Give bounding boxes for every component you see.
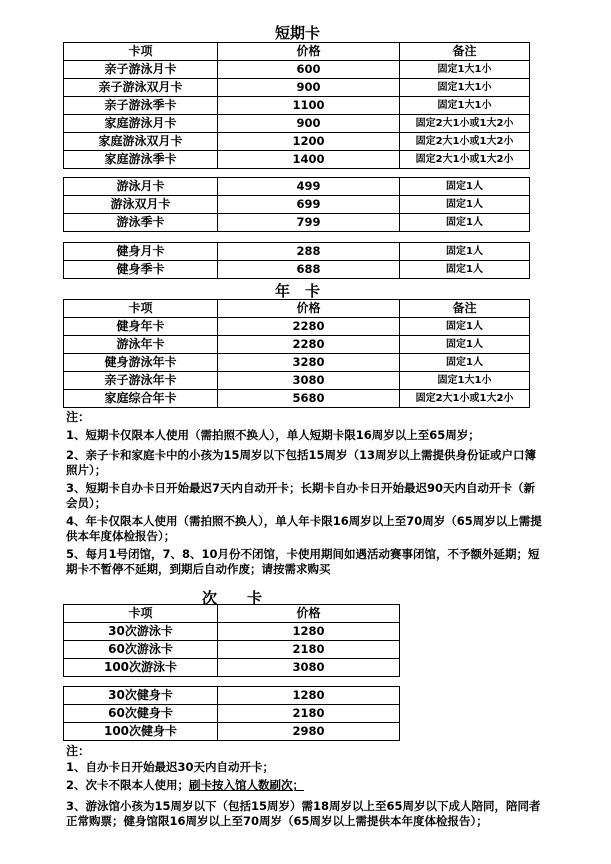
annual-title: 年 卡: [274, 282, 320, 300]
notes2-label: 注：: [66, 744, 91, 758]
cell-price: 3280: [218, 354, 400, 372]
table-row: [64, 318, 530, 336]
cell-price: 1100: [218, 97, 400, 115]
table-row: [64, 372, 530, 390]
table-row: [64, 705, 400, 723]
cell-item: 游泳季卡: [64, 214, 218, 232]
cell-item: 健身季卡: [64, 261, 218, 279]
cell-price: 1280: [218, 687, 400, 705]
cell-remark: 固定2大1小或1大2小: [400, 115, 530, 133]
table-row: [64, 641, 400, 659]
cell-item: 60次健身卡: [64, 705, 218, 723]
cell-remark: 固定1人: [400, 214, 530, 232]
cell-price: 3080: [218, 659, 400, 677]
table-row: [64, 390, 530, 408]
cell-remark: 固定1人: [400, 336, 530, 354]
cell-item: 30次健身卡: [64, 687, 218, 705]
header-price: 价格: [218, 605, 400, 623]
cell-item: 60次游泳卡: [64, 641, 218, 659]
cell-item: 家庭游泳月卡: [64, 115, 218, 133]
notes1-item-4: 4、年卡仅限本人使用（需拍照不换人），单人年卡限16周岁以上至70周岁（65周岁以上需提供本年度体检报告）；: [66, 514, 542, 543]
cell-item: 家庭综合年卡: [64, 390, 218, 408]
table-header-row: [64, 43, 530, 61]
table-row: [64, 261, 530, 279]
table-row: [64, 133, 530, 151]
cell-price: 2280: [218, 336, 400, 354]
header-item: 卡项: [64, 605, 218, 623]
cell-price: 900: [218, 79, 400, 97]
notes2-item-2: [66, 778, 544, 793]
short-term-title: 短期卡: [274, 24, 320, 42]
notes1-item-3: 3、短期卡自办卡日开始最迟7天内自动开卡；长期卡自办卡日开始最迟90天内自动开卡（新会员）；: [66, 481, 536, 510]
table-row: [64, 115, 530, 133]
cell-remark: 固定1人: [400, 196, 530, 214]
cell-price: 1200: [218, 133, 400, 151]
cell-item: 亲子游泳季卡: [64, 97, 218, 115]
short-term-table-swim: [63, 177, 530, 232]
cell-price: 2180: [218, 641, 400, 659]
cell-item: 亲子游泳双月卡: [64, 79, 218, 97]
times-table-swim: [63, 604, 400, 677]
table-row: [64, 354, 530, 372]
cell-remark: 固定1大1小: [400, 97, 530, 115]
cell-item: 亲子游泳年卡: [64, 372, 218, 390]
cell-remark: 固定1大1小: [400, 61, 530, 79]
cell-remark: 固定1人: [400, 243, 530, 261]
table-header-row: [64, 300, 530, 318]
cell-remark: 固定1人: [400, 318, 530, 336]
cell-remark: 固定2大1小或1大2小: [400, 133, 530, 151]
short-term-table-fitness: [63, 242, 530, 279]
notes2-item-2-underlined: 刷卡按入馆人数刷次；: [189, 778, 305, 792]
table-header-row: [64, 605, 400, 623]
header-remark: 备注: [400, 300, 530, 318]
cell-price: 799: [218, 214, 400, 232]
table-row: [64, 61, 530, 79]
table-row: [64, 687, 400, 705]
notes2-item-1: 1、自办卡日开始最迟30天内自动开卡；: [66, 760, 275, 774]
notes2-item-2-text: 2、次卡不限本人使用；: [66, 778, 190, 792]
cell-remark: 固定1人: [400, 261, 530, 279]
table-row: [64, 659, 400, 677]
cell-remark: 固定2大1小或1大2小: [400, 390, 530, 408]
cell-item: 游泳年卡: [64, 336, 218, 354]
cell-item: 健身游泳年卡: [64, 354, 218, 372]
header-price: 价格: [218, 300, 400, 318]
cell-price: 5680: [218, 390, 400, 408]
table-row: [64, 97, 530, 115]
table-row: [64, 196, 530, 214]
cell-price: 1280: [218, 623, 400, 641]
cell-price: 600: [218, 61, 400, 79]
table-row: [64, 723, 400, 741]
table-row: [64, 243, 530, 261]
table-row: [64, 623, 400, 641]
header-price: 价格: [218, 43, 400, 61]
cell-remark: 固定1人: [400, 178, 530, 196]
cell-item: 家庭游泳季卡: [64, 151, 218, 169]
cell-remark: 固定1大1小: [400, 372, 530, 390]
cell-price: 499: [218, 178, 400, 196]
cell-item: 100次游泳卡: [64, 659, 218, 677]
cell-price: 3080: [218, 372, 400, 390]
short-term-table-family: [63, 42, 530, 169]
table-row: [64, 79, 530, 97]
cell-item: 100次健身卡: [64, 723, 218, 741]
cell-item: 健身月卡: [64, 243, 218, 261]
cell-remark: 固定1人: [400, 354, 530, 372]
annual-table: [63, 299, 530, 408]
times-table-fitness: [63, 686, 400, 741]
cell-price: 699: [218, 196, 400, 214]
cell-price: 2180: [218, 705, 400, 723]
cell-price: 688: [218, 261, 400, 279]
times-title: 次 卡: [201, 589, 262, 607]
cell-item: 家庭游泳双月卡: [64, 133, 218, 151]
notes1-item-1: 1、短期卡仅限本人使用（需拍照不换人），单人短期卡限16周岁以上至65周岁；: [66, 428, 480, 442]
cell-item: 游泳月卡: [64, 178, 218, 196]
table-row: [64, 214, 530, 232]
cell-item: 30次游泳卡: [64, 623, 218, 641]
cell-price: 288: [218, 243, 400, 261]
notes1-item-5: 5、每月1号闭馆，7、8、10月份不闭馆，卡使用期间如遇活动赛事闭馆，不予额外延期；短期卡不暂停不延期，到期后自动作废；请按需求购买: [66, 547, 540, 576]
cell-price: 2980: [218, 723, 400, 741]
notes2-item-3: 3、游泳馆小孩为15周岁以下（包括15周岁）需18周岁以上至65周岁以下成人陪同，陪同者正常购票；健身馆限16周岁以上至70周岁（65周岁以上需提供本年度体检报告）；: [66, 799, 541, 828]
notes1-item-2: 2、亲子卡和家庭卡中的小孩为15周岁以下包括15周岁（13周岁以上需提供身份证或户口簿照片）；: [66, 448, 537, 477]
cell-item: 游泳双月卡: [64, 196, 218, 214]
notes1-label: 注：: [66, 410, 91, 424]
table-row: [64, 151, 530, 169]
table-row: [64, 336, 530, 354]
header-item: 卡项: [64, 43, 218, 61]
cell-item: 健身年卡: [64, 318, 218, 336]
cell-remark: 固定1大1小: [400, 79, 530, 97]
cell-price: 2280: [218, 318, 400, 336]
header-item: 卡项: [64, 300, 218, 318]
header-remark: 备注: [400, 43, 530, 61]
cell-price: 900: [218, 115, 400, 133]
cell-item: 亲子游泳月卡: [64, 61, 218, 79]
table-row: [64, 178, 530, 196]
cell-remark: 固定2大1小或1大2小: [400, 151, 530, 169]
cell-price: 1400: [218, 151, 400, 169]
